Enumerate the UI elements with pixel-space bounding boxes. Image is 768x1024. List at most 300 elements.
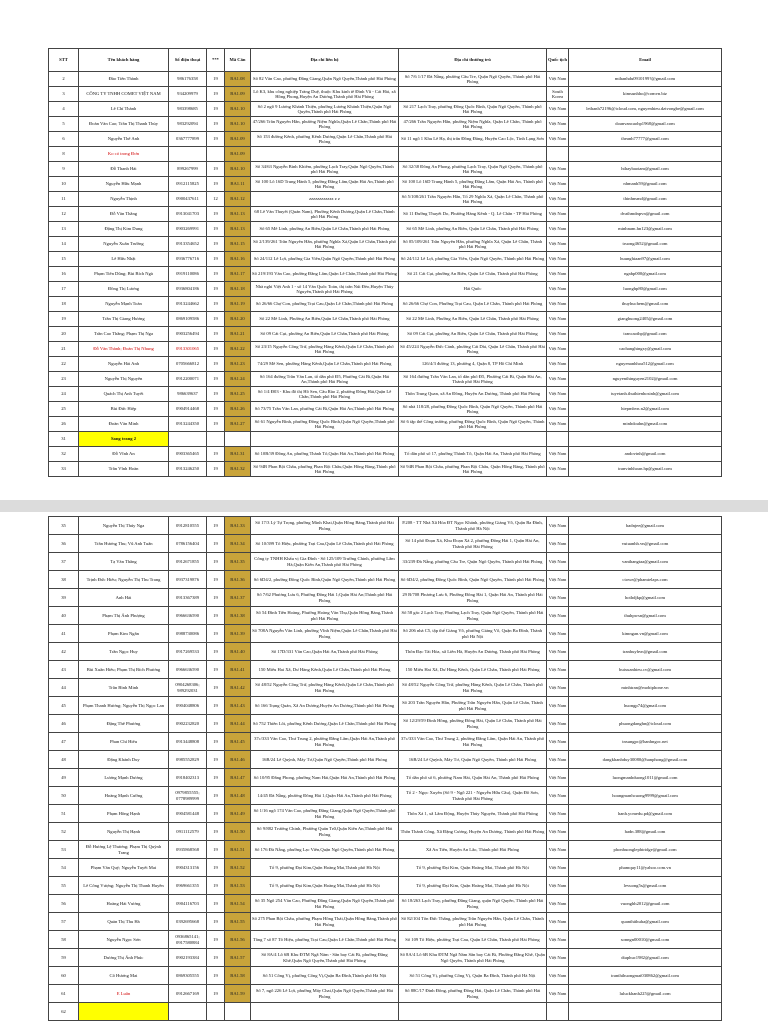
cell-email: nguyenanhhoa512@gmail.com: [569, 357, 722, 372]
cell-customer-name: Đỗ Văn Thành; Đoàn Thị Nhung: [79, 342, 169, 357]
cell-stars: 19: [207, 132, 225, 147]
cell-stars: 19: [207, 447, 225, 462]
cell-permanent-address: Số 8A/4 Lô 6B Khu ĐTM Ngã Năm Sân bay Cát Bi, Phường Đằng Khê, Quận Ngô Quyền, Thành phố Hải Phòng: [399, 949, 547, 967]
cell-stt: 10: [49, 177, 79, 192]
cell-stars: 19: [207, 102, 225, 117]
cell-contact-address: Số 10/399 Tô Hiệu, phường Trại Cau,Quận Lê Chân,Thành phố Hải Phòng: [251, 535, 399, 553]
cell-email: hothdjkp@gmail.com: [569, 589, 722, 607]
cell-contact-address: Số 65 Mê Linh, phường An Biên,Quận Lê Chân,Thành phố Hải Phòng: [251, 222, 399, 237]
cell-stars: 19: [207, 769, 225, 787]
cell-contact-address: Số 24/112 Lê Lợi, phường Gia Viên,Quận Ngô Quyền,Thành phố Hải Phòng: [251, 252, 399, 267]
cell-customer-name: Quách Thị Anh Tuyết: [79, 387, 169, 402]
cell-contact-address: 47/266 Trần Nguyên Hãn, phường Niệm Nghĩa,Quận Lê Chân,Thành phố Hải Phòng: [251, 117, 399, 132]
cell-stars: 19: [207, 985, 225, 1003]
cell-nationality: South Korea: [547, 87, 569, 102]
cell-permanent-address: Số 22 Mê Linh, Phường An Biên, Quận Lê Chân, Thành phố Hải Phòng: [399, 312, 547, 327]
cell-unit-code: BA1.37: [225, 589, 251, 607]
table-row: [49, 1003, 722, 1021]
cell-contact-address: Số 23/15 Nguyễn Công Trứ, phường Hàng Kênh,Quận Lê Chân,Thành phố Hải Phòng: [251, 342, 399, 357]
cell-phone: 0969661355: [169, 877, 207, 895]
cell-stars: 19: [207, 357, 225, 372]
cell-unit-code: BA1.55: [225, 913, 251, 931]
cell-customer-name: Trần Thị Giang Hương: [79, 312, 169, 327]
cell-customer-name: Phan Chí Hiếu: [79, 733, 169, 751]
cell-stars: 19: [207, 517, 225, 535]
cell-email: mthanhdu0910199?@gmail.com: [569, 72, 722, 87]
cell-unit-code: BA1.10: [225, 117, 251, 132]
cell-phone: 0911112579: [169, 823, 207, 841]
table-row: [49, 417, 722, 432]
cell-stars: 19: [207, 72, 225, 87]
cell-stt: 2: [49, 72, 79, 87]
cell-stars: 19: [207, 787, 225, 805]
cell-customer-name: Phạm Thanh Hương; Nguyễn Thị Ngọc Lan: [79, 697, 169, 715]
cell-contact-address: Số 09 Cát Cụt, phường An Biên,Quận Lê Chân,Thành phố Hải Phòng: [251, 327, 399, 342]
cell-stars: 19: [207, 859, 225, 877]
header-stt: STT: [49, 49, 79, 72]
cell-stt: 58: [49, 931, 79, 949]
customer-table-1: [48, 48, 722, 477]
customer-table-2: [48, 516, 722, 1021]
cell-email: vanthangtaa@gmail.com: [569, 553, 722, 571]
cell-stars: 19: [207, 967, 225, 985]
cell-unit-code: BA1.54: [225, 895, 251, 913]
cell-nationality: [547, 432, 569, 447]
cell-customer-name: Nguyễn Hải Anh: [79, 357, 169, 372]
cell-contact-address: 37c/333 Văn Cao, Thư Trung 2, phường Đằng Lâm,Quận Hải An,Thành phố Hải Phòng: [251, 733, 399, 751]
cell-unit-code: BA1.17: [225, 267, 251, 282]
cell-phone: 0913244662: [169, 297, 207, 312]
cell-stars: 19: [207, 841, 225, 859]
cell-stt: 46: [49, 715, 79, 733]
cell-nationality: Việt Nam: [547, 517, 569, 535]
table-row: [49, 237, 722, 252]
cell-stars: 19: [207, 282, 225, 297]
cell-customer-name: Nguyễn Xuân Trường: [79, 237, 169, 252]
cell-nationality: Việt Nam: [547, 102, 569, 117]
table-row: [49, 589, 722, 607]
cell-stars: 19: [207, 589, 225, 607]
cell-nationality: Việt Nam: [547, 372, 569, 387]
cell-permanent-address: Tổ dân phố số 6, phường Nam Hải, Quận Hải An, Thành phố Hải Phòng: [399, 769, 547, 787]
cell-customer-name: Đào Tiến Thành: [79, 72, 169, 87]
cell-nationality: Việt Nam: [547, 661, 569, 679]
cell-phone: 0904313156: [169, 859, 207, 877]
cell-nationality: Việt Nam: [547, 72, 569, 87]
cell-customer-name: Đoàn Văn Cao; Trần Thị Thanh Thủy: [79, 117, 169, 132]
cell-customer-name: Nguyễn Thịnh: [79, 192, 169, 207]
cell-stt: 18: [49, 297, 79, 312]
cell-permanent-address: 29 B/708 Phương Lưu 6, Phường Đông Hải 1, Quận Hải An, Thành phố Hải Phòng: [399, 589, 547, 607]
cell-stars: 19: [207, 625, 225, 643]
cell-contact-address: Số 26/66 Chợ Con, phường Trại Cau,Quận Lê Chân,Thành phố Hải Phòng: [251, 297, 399, 312]
cell-permanent-address: Số 65 Mê Linh, phường An Biên, Quận Lê Chân, Thành phố Hải Phòng: [399, 222, 547, 237]
cell-permanent-address: 126/4/3 đường 13, phường 4, Quận 8, TP Hồ Chí Minh: [399, 357, 547, 372]
cell-unit-code: BA1.21: [225, 327, 251, 342]
cell-customer-name: Nguyễn Thế Anh: [79, 132, 169, 147]
cell-phone: 0913041703: [169, 207, 207, 222]
table-row: [49, 967, 722, 985]
cell-contact-address: Nhà nghỉ Việt Anh 1 - số 14 Văn Quốc Toản, thị trấn Núi Đèo,Huyện Thủy Nguyên,Thành phố Hải Phòng: [251, 282, 399, 297]
cell-nationality: Việt Nam: [547, 417, 569, 432]
cell-phone: 0988730086: [169, 625, 207, 643]
cell-contact-address: zzzzzzzzzzzz z z: [251, 192, 399, 207]
cell-permanent-address: Thôn Thành Công, Xã Đặng Cương, Huyện An Dương, Thành phố Hải Phòng: [399, 823, 547, 841]
cell-stt: 43: [49, 661, 79, 679]
cell-customer-name: Hoàng Mạnh Cường: [79, 787, 169, 805]
cell-stt: 40: [49, 607, 79, 625]
cell-customer-name: Lê Hữu Nhật: [79, 252, 169, 267]
cell-unit-code: BA1.11: [225, 177, 251, 192]
table-row: [49, 643, 722, 661]
cell-stars: 19: [207, 661, 225, 679]
table-row: [49, 117, 722, 132]
cell-email: quanthithuha@gmail.com: [569, 913, 722, 931]
header-permanent-address: Địa chỉ thường trú: [399, 49, 547, 72]
cell-stars: 19: [207, 607, 225, 625]
cell-customer-name: Trần Hương Thu; Vũ Anh Tuấn: [79, 535, 169, 553]
cell-nationality: Việt Nam: [547, 769, 569, 787]
table-row: [49, 207, 722, 222]
cell-contact-address: Tổ 9, phường Đại Kim,Quận Hoàng Mai,Thành phố Hà Nội: [251, 859, 399, 877]
cell-email: dangkhanhduy30080@hanphong@gmail.com: [569, 751, 722, 769]
table-row: [49, 733, 722, 751]
cell-phone: 899267999: [169, 162, 207, 177]
cell-customer-name: Phạm Thị Ánh Phượng: [79, 607, 169, 625]
cell-contact-address: Tầng 7 số 87 Tô Hiệu, phường Trại Cau,Quận Lê Chân,Thành phố Hải Phòng: [251, 931, 399, 949]
cell-permanent-address: Số 11 Đường Thuyết Do, Phường Hàng Kênh - Q. Lê Chân - TP Hải Phòng: [399, 207, 547, 222]
cell-stars: 19: [207, 267, 225, 282]
cell-stt: 60: [49, 967, 79, 985]
cell-nationality: Việt Nam: [547, 312, 569, 327]
cell-customer-name: Đặng Thế Phương: [79, 715, 169, 733]
cell-contact-address: Tổ 9, phường Đại Kim,Quận Hoàng Mai,Thành phố Hà Nội: [251, 877, 399, 895]
cell-stars: 19: [207, 462, 225, 477]
table-row: [49, 985, 722, 1003]
cell-phone: 0869109586: [169, 312, 207, 327]
cell-contact-address: Số 10B/39 Đồng An, phường Thành Tô,Quận Hải An,Thành phố Hải Phòng: [251, 447, 399, 462]
cell-unit-code: BA1.33: [225, 517, 251, 535]
cell-stt: 25: [49, 402, 79, 417]
cell-email: minhtran@mobiphone.vn: [569, 679, 722, 697]
cell-unit-code: BA1.23: [225, 357, 251, 372]
cell-unit-code: BA1.53: [225, 877, 251, 895]
cell-permanent-address: Số 11 ngõ 1 Khu Lê Hạ, thị trấn Đồng Đăng, Huyện Cao Lộc, Tỉnh Lạng Sơn: [399, 132, 547, 147]
table-row: [49, 297, 722, 312]
cell-stt: 44: [49, 679, 79, 697]
cell-stt: 9: [49, 162, 79, 177]
cell-permanent-address: Số 26/66 Chợ Con, Phường Trại Cau, Quận Lê Chân, Thành phố Hải Phòng: [399, 297, 547, 312]
cell-phone: 983292094: [169, 117, 207, 132]
cell-nationality: Việt Nam: [547, 787, 569, 805]
cell-stt: 52: [49, 823, 79, 841]
cell-nationality: Việt Nam: [547, 571, 569, 589]
cell-unit-code: BA1.56: [225, 931, 251, 949]
cell-phone: 0912115825: [169, 177, 207, 192]
cell-phone: 0913448808: [169, 733, 207, 751]
cell-customer-name: Nguyễn Thị Thúy Nga: [79, 517, 169, 535]
cell-nationality: Việt Nam: [547, 733, 569, 751]
cell-stars: 19: [207, 697, 225, 715]
cell-email: phonhuonglephtridge@gmail.com: [569, 841, 722, 859]
cell-nationality: Việt Nam: [547, 162, 569, 177]
cell-contact-address: Số 6D4/2, phường Đồng Quốc Bình,Quận Ngô Quyền,Thành phố Hải Phòng: [251, 571, 399, 589]
cell-email: luluckhanh225@gmail.com: [569, 985, 722, 1003]
cell-stars: [207, 432, 225, 447]
cell-stt: 17: [49, 282, 79, 297]
cell-stt: 48: [49, 751, 79, 769]
cell-stt: 31: [49, 432, 79, 447]
cell-permanent-address: Số 82/104 Tôn Đức Thắng, phường Trần Nguyên Hãn, Quận Lê Chân, Thành phố Hải Phòng: [399, 913, 547, 931]
cell-email: tranhuyhvn@gmail.com: [569, 643, 722, 661]
cell-permanent-address: Số 109 Tô Hiệu, phường Trại Cau, Quận Lê Chân, Thành phố Hải Phòng: [399, 931, 547, 949]
cell-stt: 4: [49, 102, 79, 117]
table-row: [49, 787, 722, 805]
cell-permanent-address: Tổ 9, phường Đại Kim, Quận Hoàng Mai, Thành phố Hà Nội: [399, 877, 547, 895]
cell-contact-address: 68 Lê Văn Thuyết (Quán Nam), Phường Kênh Dương,Quận Lê Chân,Thành phố Hải Phòng: [251, 207, 399, 222]
cell-stars: 19: [207, 733, 225, 751]
cell-stars: 12: [207, 192, 225, 207]
cell-phone: 0917269533: [169, 643, 207, 661]
cell-email: hoangmanhcuong9999@gmail.com: [569, 787, 722, 805]
cell-unit-code: BA1.16: [225, 252, 251, 267]
cell-stars: 19: [207, 252, 225, 267]
cell-contact-address: [251, 432, 399, 447]
cell-phone: 0903269991: [169, 222, 207, 237]
table-row: [49, 931, 722, 949]
cell-customer-name: Quản Thị Thu Hà: [79, 913, 169, 931]
cell-unit-code: BA1.43: [225, 697, 251, 715]
cell-phone: 0902193384: [169, 949, 207, 967]
cell-email: nguyenthinguyen2102@gmail.com: [569, 372, 722, 387]
cell-phone: 983398685: [169, 102, 207, 117]
cell-nationality: Việt Nam: [547, 895, 569, 913]
cell-email: [569, 1003, 722, 1021]
cell-email: hthaybaotam@gmail.com: [569, 162, 722, 177]
cell-contact-address: Số 9/882 Trường Chinh, Phường Quán Trữ,Quận Kiến An,Thành phố Hải Phòng: [251, 823, 399, 841]
cell-permanent-address: 16B/24 Lê Quýnh, Máy Tơ, Quận Ngô Quyền, Thành phố Hải Phòng: [399, 751, 547, 769]
cell-permanent-address: Số 24/112 Lê Lợi, phường Gia Viên, Quận Ngô Quyền, Thành phố Hải Phòng: [399, 252, 547, 267]
cell-permanent-address: Tổ 2 - Ngọc Xuyên (Số 9 - Ngõ 221 - Nguyễn Hữu Cầu), Quận Đồ Sơn, Thành phố Hải Phòng: [399, 787, 547, 805]
cell-nationality: Việt Nam: [547, 177, 569, 192]
cell-customer-name: Anh Hải: [79, 589, 169, 607]
cell-phone: 0912200071: [169, 372, 207, 387]
cell-stars: 19: [207, 553, 225, 571]
table-row: [49, 87, 722, 102]
cell-unit-code: BA1.15: [225, 237, 251, 252]
cell-email: tranvinhhoan.hp@gmail.com: [569, 462, 722, 477]
cell-permanent-address: Số 51 Công Vị, phường Cống Vị, Quận Ba Đình, Thành phố Hà Nội: [399, 967, 547, 985]
cell-phone: 986639637: [169, 387, 207, 402]
cell-permanent-address: Số 21 Cát Cụt, phường An Biên, Quận Lê Chân, Thành phố Hải Phòng: [399, 267, 547, 282]
cell-phone: 986176358: [169, 72, 207, 87]
cell-contact-address: Số 7/62 Phương Lưu 6, Phường Đông Hải 1;Quận Hải An;Thành phố Hải Phòng: [251, 589, 399, 607]
cell-phone: 0786156404: [169, 535, 207, 553]
cell-customer-name: Đoàn Văn Minh: [79, 417, 169, 432]
spreadsheet-page-1: [48, 48, 721, 477]
cell-stt: 41: [49, 625, 79, 643]
cell-email: doanvancaohp1968@gmail.com: [569, 117, 722, 132]
cell-stt: 6: [49, 132, 79, 147]
cell-contact-address: Số 35 Ngõ 254 Văn Cao, Phường Đằng Giang,Quận Ngô Quyền,Thành phố Hải Phòng: [251, 895, 399, 913]
cell-customer-name: Nguyễn Thị Hạnh: [79, 823, 169, 841]
cell-customer-name: Bùi Đức Hiệp: [79, 402, 169, 417]
cell-customer-name: Trần Vĩnh Hoàn: [79, 462, 169, 477]
cell-nationality: Việt Nam: [547, 679, 569, 697]
cell-permanent-address: Thôn Xá 1, xã Lâm Động, Huyện Thủy Nguyên, Thành phố Hải Phòng: [399, 805, 547, 823]
cell-email: ngabp000@gmail.com: [569, 267, 722, 282]
cell-contact-address: Số 275 Phan Bội Châu, phường Phạm Hồng Thái,Quận Hồng Bàng,Thành phố Hải Phòng: [251, 913, 399, 931]
cell-phone: 0904048806: [169, 697, 207, 715]
cell-contact-address: Số 51 Công Vị, phường Cống Vị,Quận Ba Đình,Thành phố Hà Nội: [251, 967, 399, 985]
cell-stars: 19: [207, 751, 225, 769]
cell-permanent-address: Số 203 Trần Nguyên Hãn, Phường Trần Nguyên Hãn, Quận Lê Chân, Thành phố Hải Phòng: [399, 697, 547, 715]
cell-permanent-address: Số 164 đường Trần Văn Lan, tổ dân phố Đ5, Phường Cát Bi, Quận Hải An, Thành phố Hải Phòng: [399, 372, 547, 387]
table-row: [49, 823, 722, 841]
cell-permanent-address: 150 Miếu Hai Xã, Dư Hàng Kênh, Quận Lê Chân, Thành phố Hải Phòng: [399, 661, 547, 679]
cell-permanent-address: Số 18/263 Lạch Tray, phường Đằng Giang, quận Ngô Quyền, Thành phố Hải Phòng: [399, 895, 547, 913]
cell-stt: 19: [49, 312, 79, 327]
cell-contact-address: Số 34/63 Nguyễn Bỉnh Khiêm, phường Lạch Tray,Quận Ngô Quyền,Thành phố Hải Phòng: [251, 162, 399, 177]
cell-customer-name: Phạm Tiến Dũng; Bùi Bích Ngà: [79, 267, 169, 282]
table-body-2: [49, 517, 722, 1021]
cell-stt: 56: [49, 895, 79, 913]
cell-stt: 57: [49, 913, 79, 931]
header-stars: ***: [207, 49, 225, 72]
cell-stt: 61: [49, 985, 79, 1003]
table-row: [49, 177, 722, 192]
cell-email: tnsungpc@hanhngoc.net: [569, 733, 722, 751]
cell-phone: 0935868568: [169, 841, 207, 859]
header-email: Email: [569, 49, 722, 72]
cell-stt: 24: [49, 387, 79, 402]
cell-phone: 0913367389: [169, 589, 207, 607]
cell-stt: 54: [49, 859, 79, 877]
table-row: [49, 402, 722, 417]
cell-contact-address: Số 166 Trạng Quán, Xã An Dương,Huyện An Dương,Thành phố Hải Phòng: [251, 697, 399, 715]
cell-contact-address: Số 153 đường Kênh, phường Kênh Dương,Quận Lê Chân,Thành phố Hải Phòng: [251, 132, 399, 147]
cell-email: levuong5s@gmail.com: [569, 877, 722, 895]
cell-email: dtaphuc1982@gmail.com: [569, 949, 722, 967]
cell-customer-name: Đỗ Văn Thắng: [79, 207, 169, 222]
cell-customer-name: [79, 1003, 169, 1021]
spreadsheet-page-2: [48, 516, 721, 1021]
cell-customer-name: Lê Chí Thành: [79, 102, 169, 117]
cell-unit-code: BA1.08: [225, 72, 251, 87]
cell-stt: 50: [49, 787, 79, 805]
cell-email: tranthihuongmai030862@gmail.com: [569, 967, 722, 985]
cell-phone: 0936776716: [169, 252, 207, 267]
cell-phone: [169, 1003, 207, 1021]
cell-stt: 36: [49, 535, 79, 553]
table-body-1: [49, 72, 722, 477]
cell-nationality: Việt Nam: [547, 859, 569, 877]
cell-email: caohanghtngxy@gmail.com: [569, 342, 722, 357]
cell-contact-address: Lô K3, khu công nghiệp Tràng Duệ, thuộc Khu kinh tế Đình Vũ - Cát Hải, xã Hồng Phong,Huyện An Dương,Thành phố Hải Phòng: [251, 87, 399, 102]
cell-unit-code: BA1.24: [225, 372, 251, 387]
table-row: [49, 607, 722, 625]
cell-nationality: Việt Nam: [547, 967, 569, 985]
cell-phone: [169, 432, 207, 447]
cell-email: truong4652@gmail.com: [569, 237, 722, 252]
cell-customer-name: Dương Thị Ánh Phúc: [79, 949, 169, 967]
cell-customer-name: Trịnh Đức Hiếu; Nguyễn Thị Thu Trang: [79, 571, 169, 589]
cell-unit-code: BA1.09: [225, 132, 251, 147]
cell-phone: 0912810555: [169, 517, 207, 535]
cell-permanent-address: Số 14 phố Đoạn Xá, Khu Đoạn Xá 2, phường Đông Hải 1, Quận Hải An, Thành phố Hải Phòng: [399, 535, 547, 553]
cell-customer-name: Lê Công Vượng; Nguyễn Thị Thanh Huyền: [79, 877, 169, 895]
cell-stt: 12: [49, 207, 79, 222]
cell-email: andovinh@gmail.com: [569, 447, 722, 462]
cell-permanent-address: Số 5/108/261 Trần Nguyên Hãn, Tổ 29 Nghĩa Xá, Quận Lê Chân, Thành phố Hải Phòng: [399, 192, 547, 207]
cell-unit-code: BA1.42: [225, 679, 251, 697]
cell-contact-address: Số 708A Nguyễn Văn Linh, phường Vĩnh Niệm,Quận Lê Chân,Thành phố Hải Phòng: [251, 625, 399, 643]
cell-stt: 47: [49, 733, 79, 751]
cell-email: vuonghh2012@gmail.com: [569, 895, 722, 913]
cell-stars: 19: [207, 207, 225, 222]
cell-nationality: Việt Nam: [547, 237, 569, 252]
table-row: [49, 805, 722, 823]
cell-permanent-address: 47/266 Trần Nguyên Hãn, phường Niệm Nghĩa, Quận Lê Chân, Thành phố Hải Phòng: [399, 117, 547, 132]
cell-stt: 42: [49, 643, 79, 661]
cell-nationality: Việt Nam: [547, 643, 569, 661]
cell-stars: 19: [207, 312, 225, 327]
cell-email: thinhnsmd@gmail.com: [569, 192, 722, 207]
cell-customer-name: Đặng Thị Kim Dung: [79, 222, 169, 237]
cell-email: hadn.388@gmail.com: [569, 823, 722, 841]
cell-nationality: [547, 1003, 569, 1021]
cell-phone: 0902232820: [169, 715, 207, 733]
cell-customer-name: Đỗ Thanh Hải: [79, 162, 169, 177]
cell-unit-code: BA1.34: [225, 535, 251, 553]
cell-stt: 26: [49, 417, 79, 432]
cell-stt: 59: [49, 949, 79, 967]
cell-permanent-address: Tổ 9, phường Đại Kim, Quận Hoàng Mai, Thành phố Hà Nội: [399, 859, 547, 877]
cell-phone: 0913354652: [169, 237, 207, 252]
cell-permanent-address: Số 09 Cát Cụt, phường An Biên, Quận Lê Chân, Thành phố Hải Phòng: [399, 327, 547, 342]
cell-contact-address: Số 176 Đà Nẵng, phường Lạc Viên,Quận Ngô Quyền,Thành phố Hải Phòng: [251, 841, 399, 859]
table-row: [49, 462, 722, 477]
cell-email: huunghiaan97@gmail.com: [569, 252, 722, 267]
cell-nationality: Việt Nam: [547, 387, 569, 402]
table-row: [49, 877, 722, 895]
page-separator: [0, 500, 768, 512]
cell-email: buixuanhieu.cv@gmail.com: [569, 661, 722, 679]
cell-stt: 55: [49, 877, 79, 895]
table-row: [49, 387, 722, 402]
cell-unit-code: BA1.38: [225, 607, 251, 625]
cell-nationality: Việt Nam: [547, 607, 569, 625]
cell-nationality: Việt Nam: [547, 327, 569, 342]
cell-stars: 19: [207, 895, 225, 913]
cell-contact-address: Số 17D/331 Văn Cao,Quận Hải An,Thành phố Hải Phòng: [251, 643, 399, 661]
table-row: [49, 252, 722, 267]
cell-phone: 0937319876: [169, 571, 207, 589]
cell-unit-code: [225, 1003, 251, 1021]
cell-unit-code: BA1.45: [225, 733, 251, 751]
table-row: [49, 162, 722, 177]
table-row: [49, 132, 722, 147]
cell-unit-code: BA1.22: [225, 342, 251, 357]
table-row: [49, 327, 722, 342]
table-row: [49, 447, 722, 462]
cell-contact-address: Số 73/75 Trần Văn Lan, phường Cát Bi,Quận Hải An,Thành phố Hải Phòng: [251, 402, 399, 417]
cell-stt: 22: [49, 357, 79, 372]
cell-stars: 19: [207, 417, 225, 432]
cell-customer-name: E Luân: [79, 985, 169, 1003]
cell-email: lethanh72196@icloud.com, nguyenhieu.dztvongbe@gmail.com: [569, 102, 722, 117]
cell-permanent-address: [399, 147, 547, 162]
